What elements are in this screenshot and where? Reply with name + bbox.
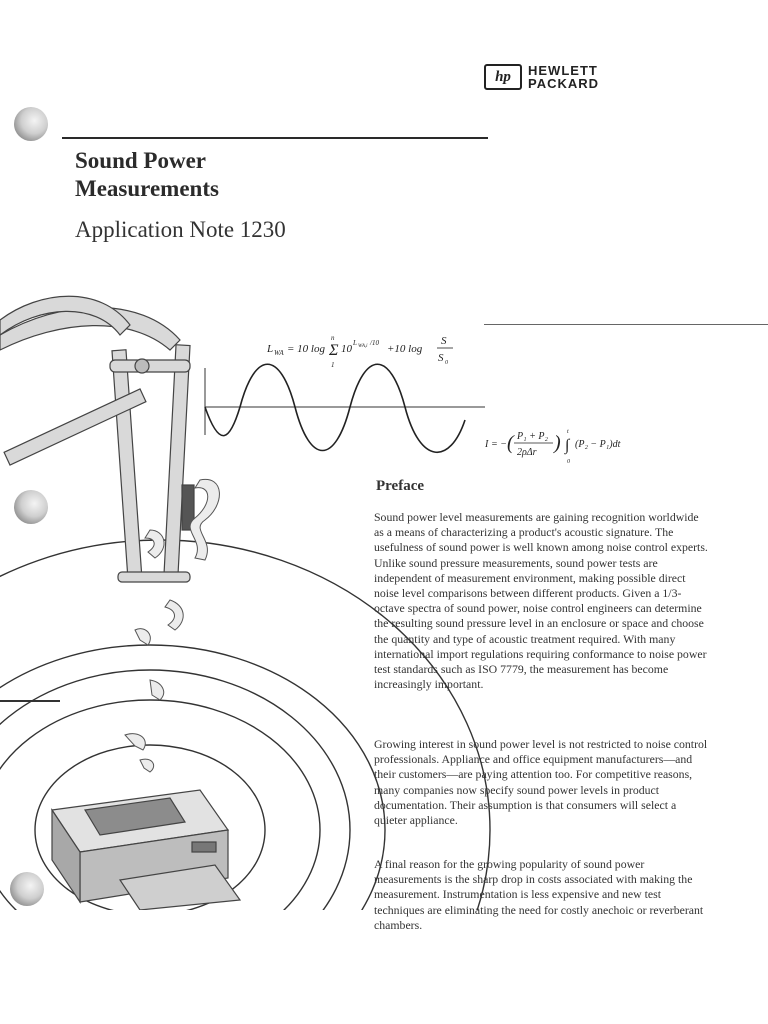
hewlett-packard-logo — [484, 64, 599, 90]
svg-text:/10: /10 — [370, 339, 379, 347]
svg-text:2ρΔr: 2ρΔr — [517, 447, 537, 458]
preface-paragraph-3: A final reason for the growing popularity of sound power measurements is the sharp drop in costs associated with making the measurement. Instrumentation is less expensive and new test techniques are eliminating the need for costly anechoic or reverberant chambers. — [374, 857, 704, 932]
svg-text:S: S — [438, 352, 444, 364]
logo-line-2: PACKARD — [528, 76, 600, 91]
svg-text:Σ: Σ — [329, 342, 339, 359]
sine-waveform — [205, 364, 465, 452]
hp-logo-wordmark — [528, 64, 599, 90]
svg-text:(: ( — [507, 432, 514, 454]
svg-text:(P₂ − P₁)dt: (P₂ − P₁)dt — [575, 439, 621, 450]
svg-text:S: S — [441, 335, 447, 347]
preface-paragraph-1: Sound power level measurements are gaining recognition worldwide as a means of characterizing a product's acoustic signature. The usefulness of sound power is well known among noise control experts. Unlike sound pressure measurements, sound power tests are independent of measurement environment, making possible direct noise level comparisons between different products. Given a 1/3-octave spectra of sound power, noise control engineers can determine the resulting sound pressure level in an enclosure or space and choose the quantity and type of acoustic treatment required. With many international import regulations requiring conformance to noise power test standards such as ISO 7779, the measurement has become increasingly important. — [374, 510, 708, 692]
svg-text:WA,i: WA,i — [358, 344, 368, 349]
intensity-formula — [485, 425, 645, 468]
svg-text:+10 log: +10 log — [387, 343, 423, 355]
title-line-1: Sound Power — [75, 148, 206, 173]
document-title — [75, 147, 475, 203]
svg-text:1: 1 — [331, 361, 335, 369]
svg-text:n: n — [331, 334, 335, 342]
laser-printer — [52, 790, 240, 910]
document-subtitle: Application Note 1230 — [75, 217, 286, 242]
sound-power-formula-graphic — [267, 330, 467, 370]
svg-text:t: t — [567, 429, 569, 435]
microphone-boom — [0, 296, 194, 582]
preface-heading: Preface — [376, 478, 425, 494]
preface-paragraph-2: Growing interest in sound power level is not restricted to noise control professionals. Appliance and office equipment manufacturers—and their customers—are paying attention too. For competitive reasons, many companies now specify sound power levels in product documentation. Their assumption is that consumers will select a quieter appliance. — [374, 737, 708, 828]
sound-power-formula — [267, 330, 467, 373]
svg-text:WA: WA — [274, 349, 284, 357]
svg-text:0: 0 — [567, 459, 570, 465]
svg-text:L: L — [353, 339, 357, 347]
title-rule — [62, 137, 488, 139]
svg-text:I: I — [485, 439, 489, 450]
intensity-formula-graphic — [485, 425, 645, 465]
svg-text:): ) — [554, 432, 561, 454]
punch-hole-top — [14, 107, 48, 141]
svg-text:= 10 log: = 10 log — [287, 343, 325, 355]
svg-text:∫: ∫ — [565, 437, 570, 454]
svg-text:P₁ + P₂: P₁ + P₂ — [517, 431, 548, 442]
hp-logo-mark: hp — [484, 64, 522, 90]
logo-line-1: HEWLETT — [528, 63, 598, 78]
title-line-2: Measurements — [75, 176, 219, 201]
svg-text:= −: = − — [491, 439, 507, 450]
svg-text:10: 10 — [341, 343, 352, 355]
svg-text:L: L — [267, 343, 274, 355]
svg-text:0: 0 — [445, 360, 448, 366]
